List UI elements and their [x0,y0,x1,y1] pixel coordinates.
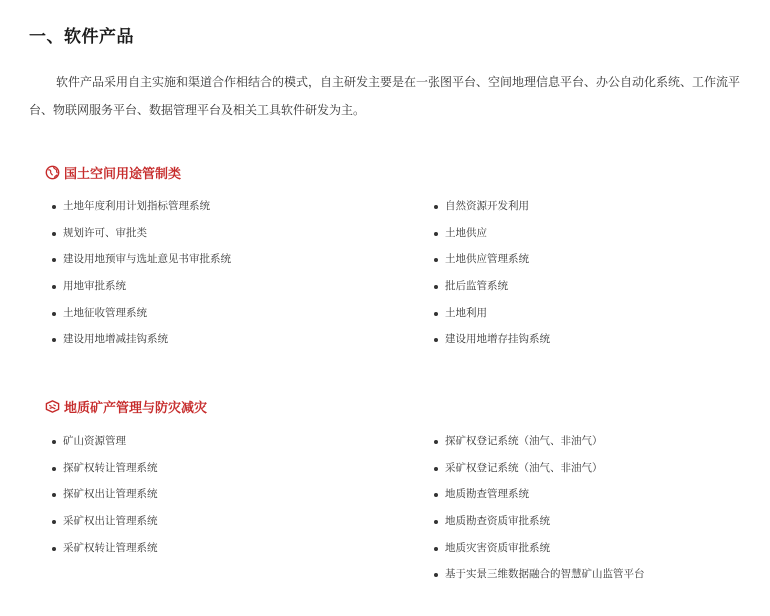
list-item: 建设用地增减挂钩系统 [52,326,231,353]
page-title: 一、软件产品 [29,27,134,47]
list-item: 土地利用 [434,300,550,327]
list-item: 建设用地增存挂钩系统 [434,326,550,353]
section-land-use-right-list [434,193,550,353]
list-item: 自然资源开发利用 [434,193,550,220]
list-item: 建设用地预审与选址意见书审批系统 [52,246,231,273]
list-item: 基于实景三维数据融合的智慧矿山监管平台 [434,561,645,588]
list-item: 地质勘查资质审批系统 [434,508,645,535]
list-item: 采矿权登记系统（油气、非油气） [434,455,645,482]
list-item: 探矿权登记系统（油气、非油气） [434,428,645,455]
map-icon [45,399,60,414]
globe-icon [45,165,60,180]
section-land-use-left-list [52,193,231,353]
list-item: 地质勘查管理系统 [434,481,645,508]
section-heading-geology [45,398,207,414]
list-item: 采矿权转让管理系统 [52,535,158,562]
list-item: 采矿权出让管理系统 [52,508,158,535]
section-heading-land-use [45,164,181,180]
list-item: 用地审批系统 [52,273,231,300]
section-geology-right-list [434,428,645,588]
list-item: 探矿权出让管理系统 [52,481,158,508]
list-item: 批后监管系统 [434,273,550,300]
list-item: 规划许可、审批类 [52,220,231,247]
section-heading-label: 地质矿产管理与防灾减灾 [64,400,208,416]
list-item: 土地征收管理系统 [52,300,231,327]
intro-paragraph: 软件产品采用自主实施和渠道合作相结合的模式，自主研发主要是在一张图平台、空间地理信息平台、办公自动化系统、工作流平台、物联网服务平台、数据管理平台及相关工具软件研发为主。 [29,75,741,117]
list-item: 土地供应管理系统 [434,246,550,273]
section-geology-left-list [52,428,158,561]
list-item: 探矿权转让管理系统 [52,455,158,482]
list-item: 地质灾害资质审批系统 [434,535,645,562]
list-item: 矿山资源管理 [52,428,158,455]
section-heading-label: 国土空间用途管制类 [64,166,182,182]
list-item: 土地供应 [434,220,550,247]
list-item: 土地年度利用计划指标管理系统 [52,193,231,220]
